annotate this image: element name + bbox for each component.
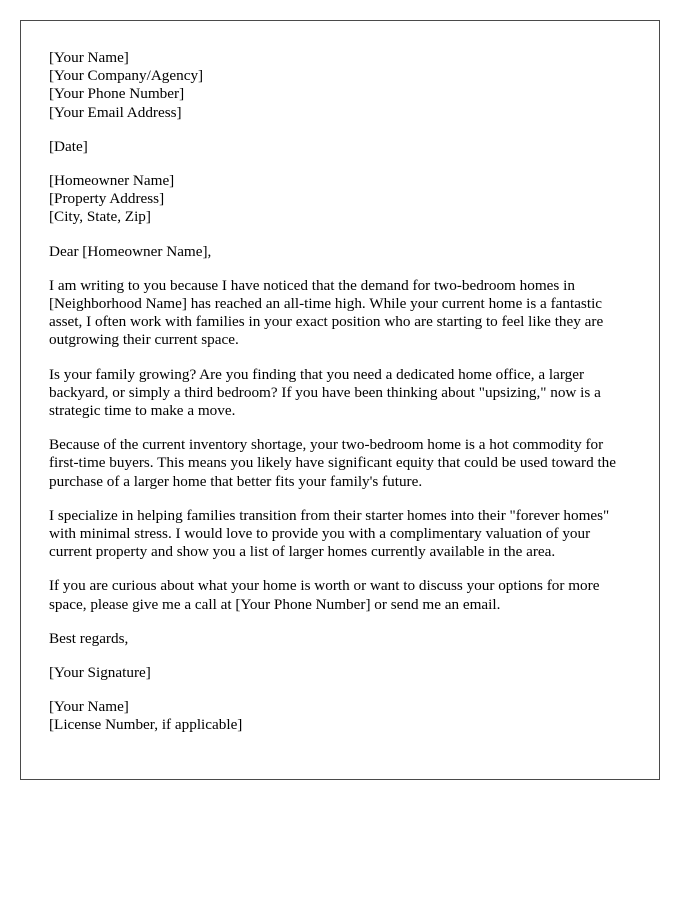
letter-document xyxy=(20,20,660,780)
letter-date: [Date] xyxy=(49,137,88,155)
sender-block xyxy=(49,49,631,122)
body-paragraph-5: If you are curious about what your home is worth or want to discuss your options for more space, please give me a call at [Your Phone Number] or send me an email. xyxy=(49,577,600,613)
body-paragraph-1: I am writing to you because I have noticed that the demand for two-bedroom homes in [Neighborhood Name] has reached an all-time high. While your current home is a fantastic asset, I often work with families in your exact position who are starting to feel like they are outgrowing their current space. xyxy=(49,276,604,349)
body-paragraph-4: I specialize in helping families transition from their starter homes into their "forever homes" with minimal stress. I would love to provide you with a complimentary valuation of your current property and show you a list of larger homes currently available in the area. xyxy=(49,506,610,561)
date-block xyxy=(49,138,631,156)
recipient-address: [Property Address] xyxy=(49,190,165,208)
footer-license: [License Number, if applicable] xyxy=(49,716,243,734)
closing: Best regards, xyxy=(49,629,129,647)
footer-block xyxy=(49,698,631,734)
salutation: Dear [Homeowner Name], xyxy=(49,242,212,260)
sender-phone: [Your Phone Number] xyxy=(49,85,185,103)
body-paragraph-3: Because of the current inventory shortage, your two-bedroom home is a hot commodity for first-time buyers. This means you likely have significant equity that could be used toward the purchase of a larger home that better fits your family's future. xyxy=(49,436,617,490)
sender-email: [Your Email Address] xyxy=(49,103,182,121)
footer-name: [Your Name] xyxy=(49,698,129,716)
sender-name: [Your Name] xyxy=(49,49,129,66)
sender-company: [Your Company/Agency] xyxy=(49,67,204,85)
recipient-city-state-zip: [City, State, Zip] xyxy=(49,208,151,226)
body-paragraph-2: Is your family growing? Are you finding that you need a dedicated home office, a larger backyard, or simply a third bedroom? If you have been thinking about "upsizing," now is a strategic time to make a move. xyxy=(49,365,601,420)
signature: [Your Signature] xyxy=(49,664,151,682)
recipient-block xyxy=(49,172,631,227)
recipient-name: [Homeowner Name] xyxy=(49,172,175,190)
